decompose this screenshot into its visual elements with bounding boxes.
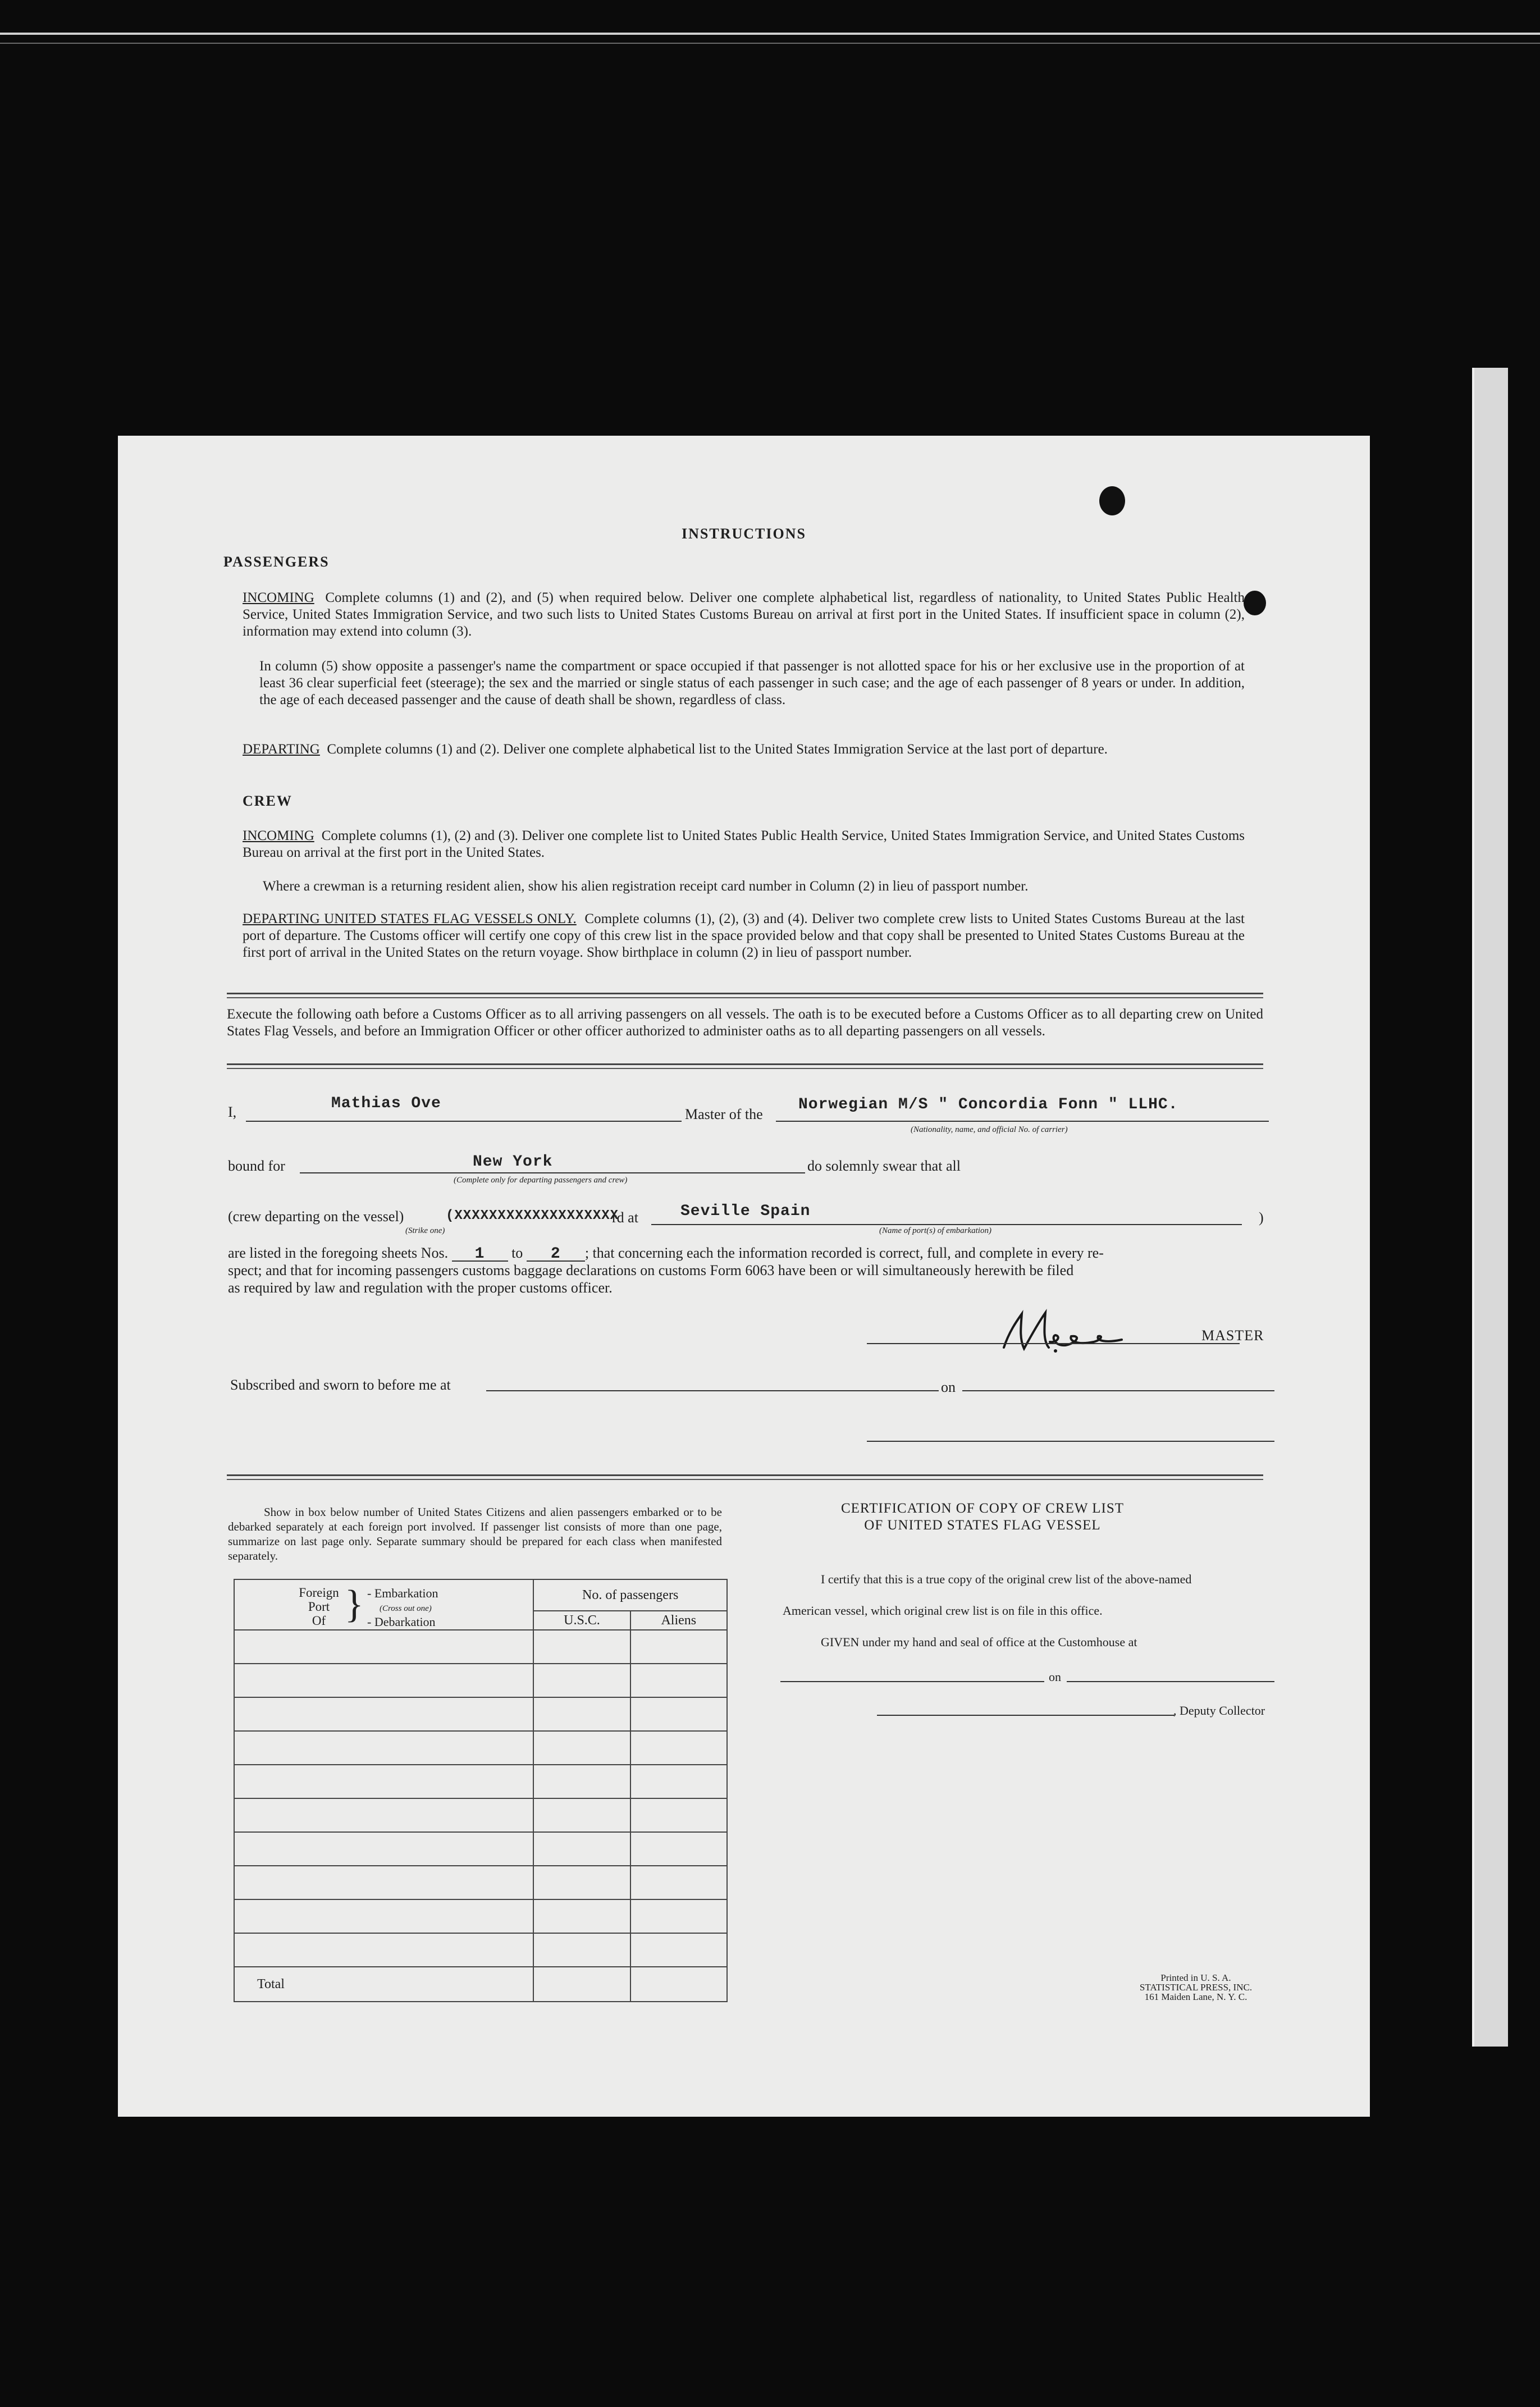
master-label: MASTER <box>1201 1327 1264 1344</box>
scanner-edge-line-secondary <box>0 43 1540 44</box>
punch-hole <box>1099 486 1125 515</box>
strike-caption: (Strike one) <box>405 1226 445 1235</box>
bound-for-label: bound for <box>228 1158 285 1174</box>
crew-incoming-label: INCOMING <box>243 828 314 843</box>
aliens-cell[interactable] <box>630 1832 727 1866</box>
aliens-cell[interactable] <box>630 1731 727 1765</box>
port-cell[interactable] <box>234 1630 533 1664</box>
cross-out-label: (Cross out one) <box>380 1604 432 1613</box>
printer-line-1: Printed in U. S. A. <box>1160 1972 1231 1983</box>
sheets-label: are listed in the foregoing sheets Nos. <box>228 1245 449 1261</box>
printer-line-3: 161 Maiden Lane, N. Y. C. <box>1144 1992 1247 2002</box>
passengers-departing-text: Complete columns (1) and (2). Deliver one complete alphabetical list to the United States Immigration Service at the last port of departure. <box>327 742 1108 757</box>
bound-for-line <box>300 1172 805 1173</box>
foreign-label: Foreign <box>299 1586 339 1600</box>
instructions-title: INSTRUCTIONS <box>682 526 806 542</box>
aliens-cell[interactable] <box>630 1798 727 1832</box>
sworn-date-line <box>962 1390 1274 1391</box>
vessel-caption: (Nationality, name, and official No. of carrier) <box>911 1125 1068 1134</box>
table-row <box>234 1697 727 1731</box>
usc-cell[interactable] <box>533 1731 630 1765</box>
certification-line-3: GIVEN under my hand and seal of office at the Customhouse at <box>821 1635 1137 1649</box>
master-name-line <box>246 1121 682 1122</box>
port-cell[interactable] <box>234 1798 533 1832</box>
of-label: Of <box>312 1614 326 1628</box>
passengers-departing-label: DEPARTING <box>243 742 320 757</box>
foreign-port-header <box>234 1579 533 1630</box>
port-cell[interactable] <box>234 1933 533 1967</box>
master-of-label: Master of the <box>685 1106 763 1122</box>
passengers-incoming-paragraph <box>243 590 1245 640</box>
certification-line-2: American vessel, which original crew list is on file in this office. <box>783 1604 1103 1618</box>
total-row <box>234 1967 727 2002</box>
table-row <box>234 1798 727 1832</box>
master-signature <box>987 1308 1155 1359</box>
port-cell[interactable] <box>234 1664 533 1697</box>
aliens-cell[interactable] <box>630 1664 727 1697</box>
port-cell[interactable] <box>234 1765 533 1798</box>
debarkation-label: - Debarkation <box>367 1615 436 1629</box>
aliens-cell[interactable] <box>630 1697 727 1731</box>
passengers-incoming-label: INCOMING <box>243 590 314 605</box>
swear-label: do solemnly swear that all <box>807 1158 961 1174</box>
section-divider <box>227 1063 1263 1065</box>
passengers-heading: PASSENGERS <box>223 554 330 570</box>
crew-departing-paragraph <box>243 911 1245 961</box>
usc-cell[interactable] <box>533 1899 630 1933</box>
subscribed-label: Subscribed and sworn to before me at <box>230 1377 451 1393</box>
section-divider <box>227 1068 1263 1069</box>
aliens-cell[interactable] <box>630 1765 727 1798</box>
usc-cell[interactable] <box>533 1697 630 1731</box>
aliens-cell[interactable] <box>630 1899 727 1933</box>
brace-glyph: } <box>345 1583 364 1626</box>
table-row <box>234 1664 727 1697</box>
port-caption: (Name of port(s) of embarkation) <box>879 1226 991 1235</box>
bound-for-field: New York <box>473 1153 553 1171</box>
aliens-cell[interactable] <box>630 1630 727 1664</box>
certify-text-2: spect; and that for incoming passengers customs baggage declarations on customs Form 6063 have been or will simultaneously herewith be filed <box>228 1262 1074 1278</box>
crew-departing-label: DEPARTING UNITED STATES FLAG VESSELS ONLY. <box>243 911 577 926</box>
usc-header: U.S.C. <box>533 1611 630 1630</box>
vessel-line <box>776 1121 1269 1122</box>
scan-edge-strip <box>1472 368 1508 2047</box>
passengers-column5-paragraph: In column (5) show opposite a passenger's name the compartment or space occupied if that passenger is not allotted space for his or her exclusive use in the proportion of at least 36 clear superficial feet (steerage); the sex and the married or single status of each passenger in such case; and the age of each passenger of 8 years or under. In addition, the age of each deceased passenger and the cause of death shall be shown, regardless of class. <box>259 659 1245 707</box>
usc-cell[interactable] <box>533 1866 630 1899</box>
port-cell[interactable] <box>234 1866 533 1899</box>
officer-signature-line <box>867 1441 1274 1442</box>
crew-incoming-paragraph <box>243 828 1245 861</box>
embarked-at-label: rd at <box>612 1209 638 1226</box>
master-name-field: Mathias Ove <box>331 1095 441 1112</box>
document-page <box>118 436 1370 2117</box>
printer-line-2: STATISTICAL PRESS, INC. <box>1139 1982 1253 1993</box>
table-row <box>234 1832 727 1866</box>
table-row <box>234 1899 727 1933</box>
scanner-edge-line <box>0 33 1540 35</box>
struck-out-text: (XXXXXXXXXXXXXXXXXXX <box>446 1208 619 1223</box>
customhouse-line <box>780 1681 1044 1682</box>
total-usc-cell[interactable] <box>533 1967 630 2002</box>
sheets-paragraph <box>228 1244 1264 1296</box>
certification-line-1: I certify that this is a true copy of the original crew list of the above-named <box>821 1572 1192 1586</box>
punch-hole <box>1244 591 1266 615</box>
section-divider <box>227 1474 1263 1476</box>
passengers-departing-paragraph <box>243 741 1245 758</box>
oath-intro: Execute the following oath before a Customs Officer as to all arriving passengers on all vessels. The oath is to be executed before a Customs Officer as to all departing crew on United States Flag Vessels, and before an Immigration Officer or other officer authorized to administer oaths as to all departing passengers on all vessels. <box>227 1007 1263 1039</box>
port-cell[interactable] <box>234 1697 533 1731</box>
table-row <box>234 1630 727 1664</box>
crew-departing-text: Complete columns (1), (2), (3) and (4). Deliver two complete crew lists to United States Customs Bureau at the last port of departure. The Customs officer will certify one copy of this crew list in the space provided below and that copy shall be presented to United States Customs Bureau at the first port of arrival in the United States on the return voyage. Show birthplace in column (2) in lieu of passport number. <box>243 911 1245 960</box>
summary-intro: Show in box below number of United States Citizens and alien passengers embarked or to be debarked separately at each foreign port involved. If passenger list consists of more than one page, summarize on last page only. Separate summary should be prepared for each class when manifested separately. <box>228 1505 722 1563</box>
usc-cell[interactable] <box>533 1798 630 1832</box>
deputy-collector-line <box>877 1715 1175 1716</box>
sworn-on-label: on <box>941 1379 956 1395</box>
certification-title-line-1: CERTIFICATION OF COPY OF CREW LIST <box>840 1501 1125 1516</box>
usc-cell[interactable] <box>533 1765 630 1798</box>
usc-cell[interactable] <box>533 1664 630 1697</box>
crew-departing-label: (crew departing on the vessel) <box>228 1208 404 1225</box>
deputy-collector-label: , Deputy Collector <box>1173 1703 1265 1718</box>
table-row <box>234 1866 727 1899</box>
no-of-passengers-header: No. of passengers <box>533 1579 727 1611</box>
passenger-summary-table <box>234 1579 728 2002</box>
usc-cell[interactable] <box>533 1630 630 1664</box>
aliens-header: Aliens <box>630 1611 727 1630</box>
sheet-from-field: 1 <box>452 1248 508 1262</box>
sheet-to-field: 2 <box>527 1248 585 1262</box>
oath-i-label: I, <box>228 1104 237 1120</box>
total-label: Total <box>234 1967 533 2002</box>
port-field: Seville Spain <box>680 1203 811 1220</box>
section-divider <box>227 993 1263 994</box>
certification-date-line <box>1067 1681 1274 1682</box>
table-row <box>234 1731 727 1765</box>
certification-on-label: on <box>1049 1670 1061 1684</box>
certification-title-line-2: OF UNITED STATES FLAG VESSEL <box>864 1518 1101 1533</box>
embarkation-label: - Embarkation <box>367 1586 438 1600</box>
table-row <box>234 1933 727 1967</box>
aliens-cell[interactable] <box>630 1866 727 1899</box>
port-cell[interactable] <box>234 1731 533 1765</box>
port-cell[interactable] <box>234 1832 533 1866</box>
bound-for-caption: (Complete only for departing passengers and crew) <box>454 1176 628 1185</box>
to-label: to <box>511 1245 523 1261</box>
table-row <box>234 1765 727 1798</box>
usc-cell[interactable] <box>533 1933 630 1967</box>
passengers-incoming-text: Complete columns (1) and (2), and (5) when required below. Deliver one complete alphabetical list, regardless of nationality, to United States Public Health Service, United States Immigration Service, and two such lists to United States Customs Bureau on arrival at first port in the United States. If insufficient space in column (2), information may extend into column (3). <box>243 590 1245 639</box>
printer-imprint <box>1084 1973 1308 2002</box>
certify-text-1: ; that concerning each the information recorded is correct, full, and complete in every re- <box>584 1245 1104 1261</box>
port-label: Port <box>308 1600 330 1614</box>
total-aliens-cell[interactable] <box>630 1967 727 2002</box>
certify-text-3: as required by law and regulation with the proper customs officer. <box>228 1280 613 1296</box>
master-signature-line <box>867 1343 1240 1344</box>
port-cell[interactable] <box>234 1899 533 1933</box>
aliens-cell[interactable] <box>630 1933 727 1967</box>
close-paren: ) <box>1259 1209 1264 1226</box>
vessel-field: Norwegian M/S " Concordia Fonn " LLHC. <box>798 1096 1178 1113</box>
section-divider <box>227 997 1263 998</box>
usc-cell[interactable] <box>533 1832 630 1866</box>
certification-title <box>780 1500 1185 1534</box>
crew-resident-paragraph: Where a crewman is a returning resident alien, show his alien registration receipt card number in Column (2) in lieu of passport number. <box>263 879 1029 894</box>
crew-heading: CREW <box>243 793 293 809</box>
crew-incoming-text: Complete columns (1), (2) and (3). Deliver one complete list to United States Public Health Service, United States Immigration Service, and United States Customs Bureau on arrival at the first port in the United States. <box>243 828 1245 860</box>
section-divider <box>227 1479 1263 1480</box>
sworn-place-line <box>486 1390 939 1391</box>
port-line <box>651 1224 1242 1225</box>
